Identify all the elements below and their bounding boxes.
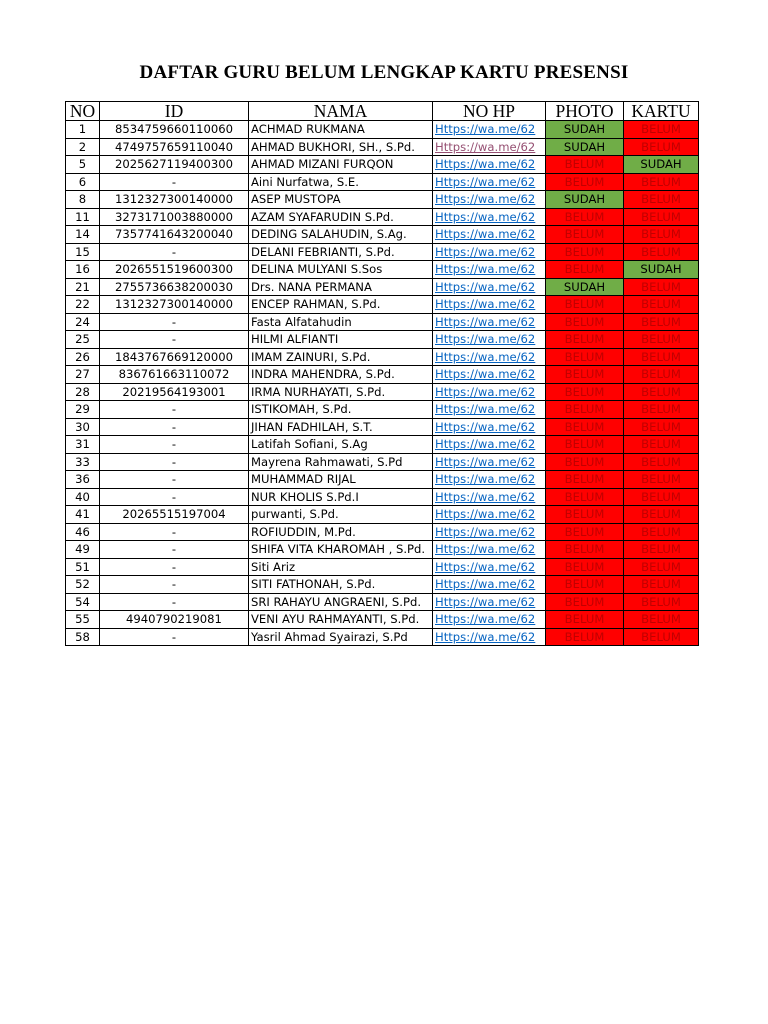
row-id-cell: 20265515197004 — [100, 506, 249, 524]
row-phone-link-cell — [433, 593, 546, 611]
row-phone-link[interactable]: Https://wa.me/62 — [435, 279, 536, 294]
table-row — [66, 453, 699, 471]
row-kartu-status-cell: BELUM — [624, 611, 699, 629]
table-row — [66, 226, 699, 244]
table-row — [66, 121, 699, 139]
row-kartu-status-cell: BELUM — [624, 366, 699, 384]
row-phone-link[interactable]: Https://wa.me/62 — [435, 157, 536, 172]
row-id-cell: - — [100, 628, 249, 646]
header-no-hp: NO HP — [433, 102, 546, 121]
row-no-cell: 26 — [66, 348, 100, 366]
row-photo-status-cell: BELUM — [546, 488, 624, 506]
table-row — [66, 401, 699, 419]
header-row — [66, 102, 699, 121]
row-no-cell: 30 — [66, 418, 100, 436]
row-kartu-status-cell: BELUM — [624, 121, 699, 139]
row-no-cell: 58 — [66, 628, 100, 646]
row-photo-status-cell: BELUM — [546, 366, 624, 384]
row-id-cell: - — [100, 471, 249, 489]
row-nama-cell: DELANI FEBRIANTI, S.Pd. — [249, 243, 433, 261]
table-row — [66, 331, 699, 349]
table-row — [66, 628, 699, 646]
row-phone-link-cell — [433, 121, 546, 139]
row-no-cell: 29 — [66, 401, 100, 419]
table-row — [66, 278, 699, 296]
row-kartu-status-cell: BELUM — [624, 471, 699, 489]
row-phone-link[interactable]: Https://wa.me/62 — [435, 384, 536, 399]
row-no-cell: 28 — [66, 383, 100, 401]
row-phone-link-cell — [433, 191, 546, 209]
row-photo-status-cell: BELUM — [546, 523, 624, 541]
row-nama-cell: Fasta Alfatahudin — [249, 313, 433, 331]
row-phone-link[interactable]: Https://wa.me/62 — [435, 437, 536, 452]
table-row — [66, 576, 699, 594]
row-id-cell: - — [100, 488, 249, 506]
row-phone-link[interactable]: Https://wa.me/62 — [435, 419, 536, 434]
row-photo-status-cell: BELUM — [546, 628, 624, 646]
row-id-cell: 2025627119400300 — [100, 156, 249, 174]
row-kartu-status-cell: BELUM — [624, 628, 699, 646]
row-phone-link[interactable]: Https://wa.me/62 — [435, 332, 536, 347]
row-nama-cell: Siti Ariz — [249, 558, 433, 576]
row-phone-link-cell — [433, 366, 546, 384]
row-id-cell: 8534759660110060 — [100, 121, 249, 139]
row-phone-link[interactable]: Https://wa.me/62 — [435, 472, 536, 487]
page-title: DAFTAR GURU BELUM LENGKAP KARTU PRESENSI — [139, 62, 629, 83]
row-nama-cell: ROFIUDDIN, M.Pd. — [249, 523, 433, 541]
row-id-cell: 1843767669120000 — [100, 348, 249, 366]
row-phone-link[interactable]: Https://wa.me/62 — [435, 559, 536, 574]
row-nama-cell: Drs. NANA PERMANA — [249, 278, 433, 296]
table-row — [66, 611, 699, 629]
row-phone-link-cell — [433, 208, 546, 226]
row-phone-link-cell — [433, 488, 546, 506]
row-kartu-status-cell: BELUM — [624, 401, 699, 419]
row-photo-status-cell: SUDAH — [546, 138, 624, 156]
row-no-cell: 1 — [66, 121, 100, 139]
table-row — [66, 593, 699, 611]
row-id-cell: - — [100, 593, 249, 611]
row-no-cell: 24 — [66, 313, 100, 331]
row-photo-status-cell: BELUM — [546, 348, 624, 366]
row-phone-link-cell — [433, 401, 546, 419]
row-nama-cell: NUR KHOLIS S.Pd.I — [249, 488, 433, 506]
row-phone-link-cell — [433, 331, 546, 349]
row-no-cell: 52 — [66, 576, 100, 594]
row-phone-link-cell — [433, 471, 546, 489]
row-nama-cell: JIHAN FADHILAH, S.T. — [249, 418, 433, 436]
row-no-cell: 25 — [66, 331, 100, 349]
row-id-cell: - — [100, 313, 249, 331]
row-kartu-status-cell: SUDAH — [624, 156, 699, 174]
row-kartu-status-cell: BELUM — [624, 523, 699, 541]
row-phone-link[interactable]: Https://wa.me/62 — [435, 507, 536, 522]
row-kartu-status-cell: BELUM — [624, 541, 699, 559]
row-phone-link[interactable]: Https://wa.me/62 — [435, 402, 536, 417]
row-nama-cell: AHMAD BUKHORI, SH., S.Pd. — [249, 138, 433, 156]
row-id-cell: 1312327300140000 — [100, 296, 249, 314]
table-row — [66, 541, 699, 559]
row-kartu-status-cell: BELUM — [624, 418, 699, 436]
table-row — [66, 208, 699, 226]
row-phone-link-cell — [433, 436, 546, 454]
row-phone-link-cell — [433, 523, 546, 541]
row-no-cell: 2 — [66, 138, 100, 156]
row-photo-status-cell: BELUM — [546, 296, 624, 314]
row-phone-link[interactable]: Https://wa.me/62 — [435, 297, 536, 312]
row-kartu-status-cell: SUDAH — [624, 261, 699, 279]
row-phone-link[interactable]: Https://wa.me/62 — [435, 524, 536, 539]
row-kartu-status-cell: BELUM — [624, 348, 699, 366]
row-kartu-status-cell: BELUM — [624, 576, 699, 594]
row-phone-link[interactable]: Https://wa.me/62 — [435, 122, 536, 137]
table-row — [66, 243, 699, 261]
row-nama-cell: IRMA NURHAYATI, S.Pd. — [249, 383, 433, 401]
row-phone-link[interactable]: Https://wa.me/62 — [435, 349, 536, 364]
row-photo-status-cell: BELUM — [546, 611, 624, 629]
header-photo: PHOTO — [546, 102, 624, 121]
row-nama-cell: SHIFA VITA KHAROMAH , S.Pd. — [249, 541, 433, 559]
row-photo-status-cell: BELUM — [546, 383, 624, 401]
row-no-cell: 16 — [66, 261, 100, 279]
row-phone-link-cell — [433, 156, 546, 174]
row-phone-link[interactable]: Https://wa.me/62 — [435, 489, 536, 504]
row-no-cell: 8 — [66, 191, 100, 209]
row-id-cell: - — [100, 173, 249, 191]
row-photo-status-cell: BELUM — [546, 471, 624, 489]
row-photo-status-cell: BELUM — [546, 541, 624, 559]
row-no-cell: 27 — [66, 366, 100, 384]
row-no-cell: 31 — [66, 436, 100, 454]
row-photo-status-cell: BELUM — [546, 173, 624, 191]
row-id-cell: 3273171003880000 — [100, 208, 249, 226]
row-phone-link-cell — [433, 418, 546, 436]
row-nama-cell: ASEP MUSTOPA — [249, 191, 433, 209]
row-photo-status-cell: BELUM — [546, 156, 624, 174]
row-id-cell: - — [100, 436, 249, 454]
row-kartu-status-cell: BELUM — [624, 208, 699, 226]
row-nama-cell: INDRA MAHENDRA, S.Pd. — [249, 366, 433, 384]
row-phone-link[interactable]: Https://wa.me/62 — [435, 209, 536, 224]
row-phone-link-cell — [433, 576, 546, 594]
row-phone-link[interactable]: Https://wa.me/62 — [435, 612, 536, 627]
row-nama-cell: ACHMAD RUKMANA — [249, 121, 433, 139]
table-row — [66, 506, 699, 524]
row-photo-status-cell: BELUM — [546, 208, 624, 226]
row-no-cell: 36 — [66, 471, 100, 489]
row-phone-link-cell — [433, 506, 546, 524]
row-phone-link-cell — [433, 611, 546, 629]
row-no-cell: 5 — [66, 156, 100, 174]
row-id-cell: 2026551519600300 — [100, 261, 249, 279]
row-nama-cell: purwanti, S.Pd. — [249, 506, 433, 524]
row-nama-cell: Yasril Ahmad Syairazi, S.Pd — [249, 628, 433, 646]
row-no-cell: 55 — [66, 611, 100, 629]
row-nama-cell: SRI RAHAYU ANGRAENI, S.Pd. — [249, 593, 433, 611]
row-nama-cell: DELINA MULYANI S.Sos — [249, 261, 433, 279]
table-row — [66, 418, 699, 436]
table-row — [66, 383, 699, 401]
header-nama: NAMA — [249, 102, 433, 121]
row-phone-link-cell — [433, 383, 546, 401]
row-id-cell: - — [100, 418, 249, 436]
row-no-cell: 11 — [66, 208, 100, 226]
row-kartu-status-cell: BELUM — [624, 296, 699, 314]
row-kartu-status-cell: BELUM — [624, 138, 699, 156]
row-kartu-status-cell: BELUM — [624, 558, 699, 576]
table-row — [66, 173, 699, 191]
row-phone-link-cell — [433, 296, 546, 314]
header-no: NO — [66, 102, 100, 121]
row-no-cell: 22 — [66, 296, 100, 314]
row-nama-cell: VENI AYU RAHMAYANTI, S.Pd. — [249, 611, 433, 629]
row-photo-status-cell: BELUM — [546, 313, 624, 331]
row-nama-cell: DEDING SALAHUDIN, S.Ag. — [249, 226, 433, 244]
table-row — [66, 313, 699, 331]
row-kartu-status-cell: BELUM — [624, 453, 699, 471]
table-row — [66, 296, 699, 314]
row-no-cell: 14 — [66, 226, 100, 244]
row-id-cell: 4749757659110040 — [100, 138, 249, 156]
row-phone-link[interactable]: Https://wa.me/62 — [435, 367, 536, 382]
row-photo-status-cell: BELUM — [546, 401, 624, 419]
row-no-cell: 54 — [66, 593, 100, 611]
table-row — [66, 261, 699, 279]
row-nama-cell: MUHAMMAD RIJAL — [249, 471, 433, 489]
row-id-cell: 20219564193001 — [100, 383, 249, 401]
row-id-cell: 7357741643200040 — [100, 226, 249, 244]
row-no-cell: 46 — [66, 523, 100, 541]
row-nama-cell: AHMAD MIZANI FURQON — [249, 156, 433, 174]
row-nama-cell: IMAM ZAINURI, S.Pd. — [249, 348, 433, 366]
row-nama-cell: Latifah Sofiani, S.Ag — [249, 436, 433, 454]
row-phone-link-cell — [433, 138, 546, 156]
row-phone-link[interactable]: Https://wa.me/62 — [435, 454, 536, 469]
row-nama-cell: Mayrena Rahmawati, S.Pd — [249, 453, 433, 471]
table-row — [66, 348, 699, 366]
row-phone-link-cell — [433, 173, 546, 191]
row-kartu-status-cell: BELUM — [624, 331, 699, 349]
row-phone-link-cell — [433, 243, 546, 261]
row-nama-cell: HILMI ALFIANTI — [249, 331, 433, 349]
row-id-cell: 836761663110072 — [100, 366, 249, 384]
row-phone-link[interactable]: Https://wa.me/62 — [435, 192, 536, 207]
row-photo-status-cell: SUDAH — [546, 278, 624, 296]
table-row — [66, 488, 699, 506]
row-phone-link-cell — [433, 628, 546, 646]
row-kartu-status-cell: BELUM — [624, 383, 699, 401]
row-id-cell: - — [100, 243, 249, 261]
teacher-table — [65, 101, 699, 646]
row-no-cell: 33 — [66, 453, 100, 471]
header-id: ID — [100, 102, 249, 121]
row-phone-link-cell — [433, 278, 546, 296]
row-photo-status-cell: BELUM — [546, 576, 624, 594]
row-kartu-status-cell: BELUM — [624, 506, 699, 524]
table-body — [66, 121, 699, 646]
row-phone-link-cell — [433, 226, 546, 244]
row-id-cell: - — [100, 453, 249, 471]
row-no-cell: 40 — [66, 488, 100, 506]
row-id-cell: - — [100, 576, 249, 594]
row-kartu-status-cell: BELUM — [624, 488, 699, 506]
row-no-cell: 15 — [66, 243, 100, 261]
row-photo-status-cell: BELUM — [546, 436, 624, 454]
table-row — [66, 138, 699, 156]
row-photo-status-cell: BELUM — [546, 261, 624, 279]
row-phone-link[interactable]: Https://wa.me/62 — [435, 262, 536, 277]
row-phone-link[interactable]: Https://wa.me/62 — [435, 594, 536, 609]
row-nama-cell: Aini Nurfatwa, S.E. — [249, 173, 433, 191]
row-phone-link-cell — [433, 453, 546, 471]
row-phone-link[interactable]: Https://wa.me/62 — [435, 577, 536, 592]
row-kartu-status-cell: BELUM — [624, 173, 699, 191]
row-no-cell: 51 — [66, 558, 100, 576]
row-phone-link-cell — [433, 541, 546, 559]
row-no-cell: 21 — [66, 278, 100, 296]
row-photo-status-cell: BELUM — [546, 418, 624, 436]
row-kartu-status-cell: BELUM — [624, 243, 699, 261]
row-phone-link-cell — [433, 261, 546, 279]
table-row — [66, 191, 699, 209]
row-phone-link[interactable]: Https://wa.me/62 — [435, 314, 536, 329]
row-nama-cell: SITI FATHONAH, S.Pd. — [249, 576, 433, 594]
row-phone-link[interactable]: Https://wa.me/62 — [435, 227, 536, 242]
row-no-cell: 41 — [66, 506, 100, 524]
row-photo-status-cell: BELUM — [546, 226, 624, 244]
row-id-cell: 4940790219081 — [100, 611, 249, 629]
row-id-cell: 1312327300140000 — [100, 191, 249, 209]
row-photo-status-cell: BELUM — [546, 243, 624, 261]
row-photo-status-cell: BELUM — [546, 453, 624, 471]
row-photo-status-cell: BELUM — [546, 331, 624, 349]
row-phone-link[interactable]: Https://wa.me/62 — [435, 174, 536, 189]
table-row — [66, 523, 699, 541]
row-kartu-status-cell: BELUM — [624, 226, 699, 244]
row-no-cell: 49 — [66, 541, 100, 559]
table-row — [66, 436, 699, 454]
row-phone-link[interactable]: Https://wa.me/62 — [435, 244, 536, 259]
row-phone-link-cell — [433, 313, 546, 331]
row-id-cell: 2755736638200030 — [100, 278, 249, 296]
table-row — [66, 558, 699, 576]
row-id-cell: - — [100, 523, 249, 541]
row-kartu-status-cell: BELUM — [624, 313, 699, 331]
row-phone-link[interactable]: Https://wa.me/62 — [435, 542, 536, 557]
row-phone-link-cell — [433, 558, 546, 576]
row-photo-status-cell: BELUM — [546, 506, 624, 524]
row-kartu-status-cell: BELUM — [624, 278, 699, 296]
row-kartu-status-cell: BELUM — [624, 593, 699, 611]
row-id-cell: - — [100, 331, 249, 349]
row-id-cell: - — [100, 558, 249, 576]
row-id-cell: - — [100, 541, 249, 559]
row-nama-cell: ENCEP RAHMAN, S.Pd. — [249, 296, 433, 314]
row-no-cell: 6 — [66, 173, 100, 191]
row-kartu-status-cell: BELUM — [624, 191, 699, 209]
row-photo-status-cell: SUDAH — [546, 191, 624, 209]
row-phone-link[interactable]: Https://wa.me/62 — [435, 139, 536, 154]
header-kartu: KARTU — [624, 102, 699, 121]
table-row — [66, 366, 699, 384]
row-photo-status-cell: BELUM — [546, 558, 624, 576]
row-kartu-status-cell: BELUM — [624, 436, 699, 454]
row-photo-status-cell: SUDAH — [546, 121, 624, 139]
row-nama-cell: AZAM SYAFARUDIN S.Pd. — [249, 208, 433, 226]
row-id-cell: - — [100, 401, 249, 419]
row-photo-status-cell: BELUM — [546, 593, 624, 611]
row-phone-link-cell — [433, 348, 546, 366]
table-row — [66, 156, 699, 174]
table-row — [66, 471, 699, 489]
row-phone-link[interactable]: Https://wa.me/62 — [435, 629, 536, 644]
row-nama-cell: ISTIKOMAH, S.Pd. — [249, 401, 433, 419]
